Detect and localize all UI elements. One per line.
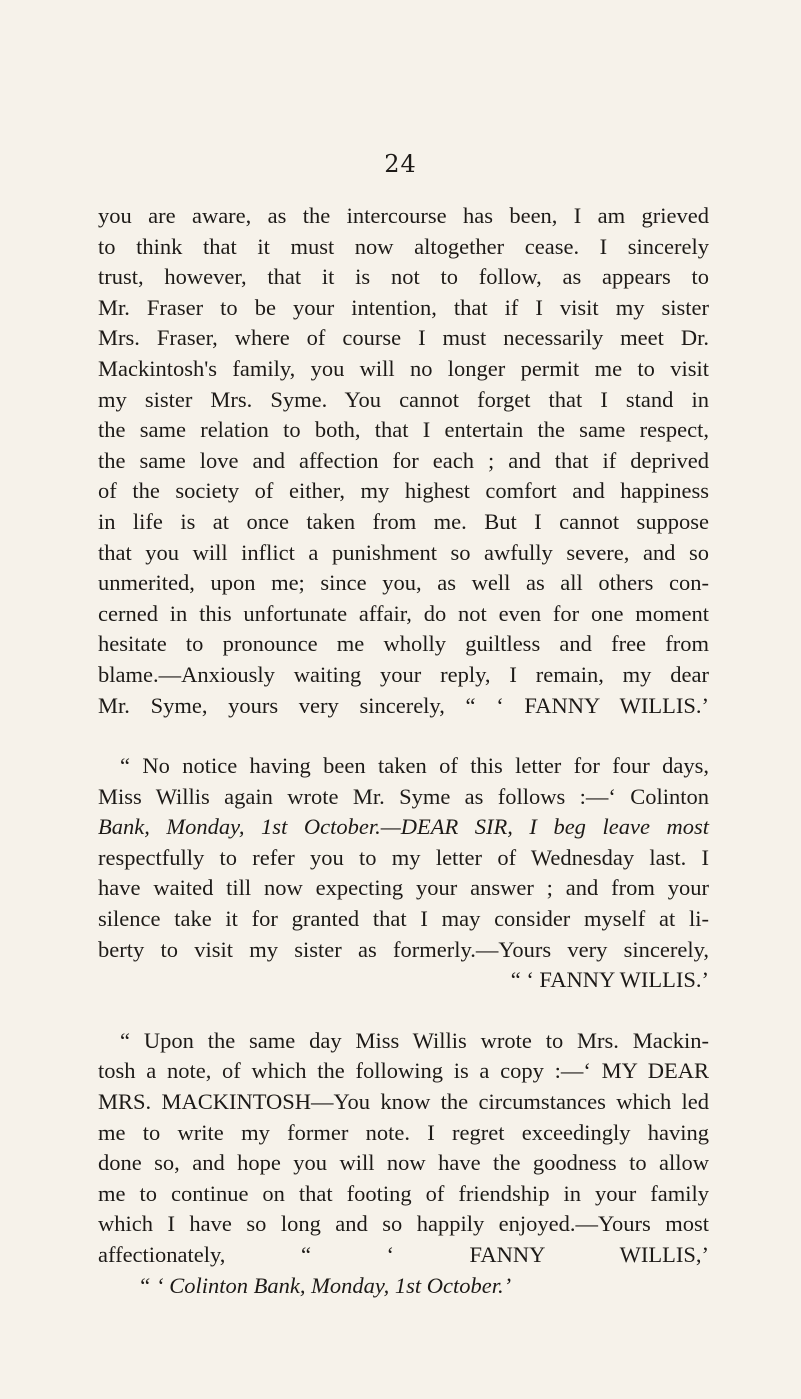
text-line: you are aware, as the intercourse has been, I am grieved (98, 203, 709, 228)
text-line: affectionately, “ ‘ FANNY WILLIS,’ (98, 1242, 709, 1267)
text-line: the same relation to both, that I entertain the same respect, (98, 417, 709, 443)
text-line: unmerited, upon me; since you, as well as all others con- (98, 570, 709, 596)
text-line: cerned in this unfortunate affair, do not even for one moment (98, 600, 709, 626)
paragraph-gap (98, 996, 709, 1026)
text-line: my sister Mrs. Syme. You cannot forget that I stand in (98, 386, 709, 412)
text-line: blame.—Anxiously waiting your reply, I remain, my dear (98, 661, 709, 687)
text-line: which I have so long and so happily enjoyed.—Yours most (98, 1211, 709, 1237)
paragraph-gap (98, 721, 709, 751)
text-line: “ No notice having been taken of this letter for four days, (120, 753, 709, 779)
text-line: the same love and affection for each ; and that if deprived (98, 447, 709, 473)
text-line: that you will inflict a punishment so awfully severe, and so (98, 539, 709, 565)
paragraph-second-letter (98, 751, 709, 996)
dateline: “ ‘ Colinton Bank, Monday, 1st October.’ (138, 1272, 512, 1298)
page-number: 24 (384, 150, 417, 178)
text-line: hesitate to pronounce me wholly guiltless and free from (98, 631, 709, 657)
text-line: Mackintosh's family, you will no longer permit me to visit (98, 355, 709, 381)
text-line: Mr. Fraser to be your intention, that if I visit my sister (98, 294, 709, 320)
body-text (98, 201, 709, 1301)
text-line: trust, however, that it is not to follow, as appears to (98, 264, 709, 290)
text-line: in life is at once taken from me. But I cannot suppose (98, 508, 709, 534)
text-line: Mrs. Fraser, where of course I must necessarily meet Dr. (98, 325, 709, 351)
text-line: Mr. Syme, yours very sincerely, “ ‘ FANNY WILLIS.’ (98, 692, 709, 718)
signature-line: “ ‘ FANNY WILLIS.’ (510, 967, 709, 993)
text-line: Miss Willis again wrote Mr. Syme as follows :—‘ Colinton (98, 783, 709, 809)
text-line: have waited till now expecting your answer ; and from your (98, 875, 709, 901)
text-line: Bank, Monday, 1st October.—DEAR SIR, I beg leave most (98, 814, 709, 840)
text-line: me to write my former note. I regret exceedingly having (98, 1119, 709, 1145)
text-line: respectfully to refer you to my letter of Wednesday last. I (98, 844, 709, 870)
text-line: silence take it for granted that I may consider myself at li- (98, 906, 709, 932)
text-line: of the society of either, my highest comfort and happiness (98, 478, 709, 504)
text-line: tosh a note, of which the following is a copy :—‘ MY DEAR (98, 1058, 709, 1084)
text-line: me to continue on that footing of friendship in your family (98, 1180, 709, 1206)
text-line: to think that it must now altogether cease. I sincerely (98, 233, 709, 259)
text-line: MRS. MACKINTOSH—You know the circumstances which led (98, 1089, 709, 1115)
text-line: “ Upon the same day Miss Willis wrote to Mrs. Mackin- (120, 1027, 709, 1053)
paragraph-note-to-mackintosh (98, 1026, 709, 1301)
paragraph-letter-to-syme (98, 201, 709, 721)
text-line: done so, and hope you will now have the goodness to allow (98, 1150, 709, 1176)
text-line: berty to visit my sister as formerly.—Yours very sincerely, (98, 936, 709, 962)
